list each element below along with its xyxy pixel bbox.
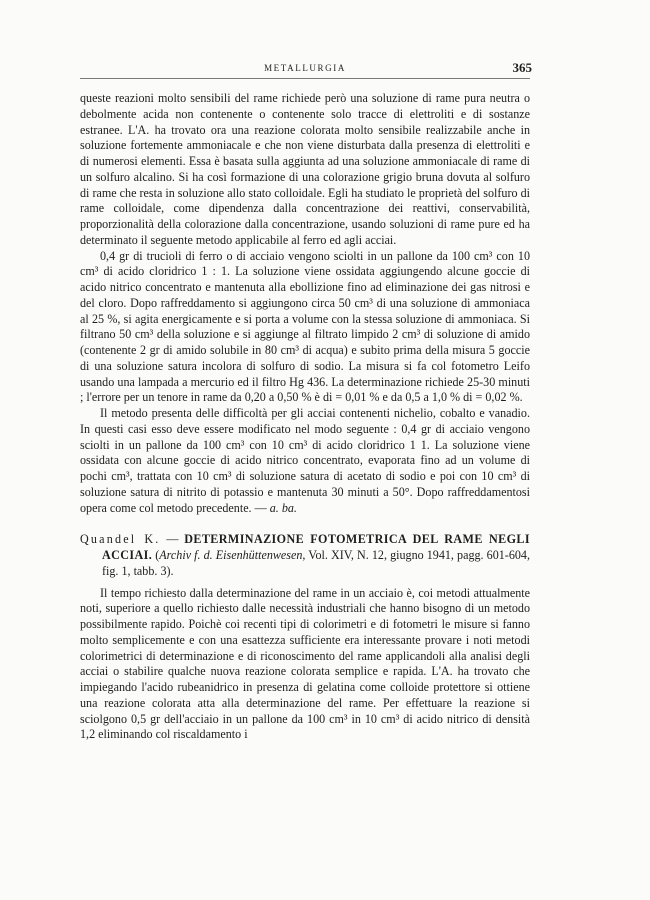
running-header xyxy=(80,60,530,76)
section-title: METALLURGIA xyxy=(264,63,346,73)
paragraph-procedure: 0,4 gr di trucioli di ferro o di acciaio vengono sciolti in un pallone da 100 cm³ con 10 cm³ di acido cloridrico 1 : 1. La soluzione viene ossidata aggiungendo alcune goccie di acido nitrico concentrato e mantenuta alla ebollizione fino ad eliminazione dei gas nitrosi e del cloro. Dopo raffreddamento si aggiungono circa 50 cm³ di una soluzione di ammoniaca al 25 %, si agita energicamente e si porta a volume con la stessa soluzione di ammoniaca. Si filtrano 50 cm³ della soluzione e si aggiunge al filtrato limpido 2 cm³ di soluzione di amido (contenente 2 gr di amido solubile in 80 cm³ di acqua) e subito prima della misura 5 goccie di una soluzione satura incolora di solfuro di sodio. La misura si fa col fotometro Leifo usando una lampada a mercurio ed il filtro Hg 436. La determinazione richiede 25-30 minuti ; l'errore per un tenore in rame da 0,20 a 0,50 % è di = 0,01 % e da 0,5 a 1,0 % di = 0,02 %. xyxy=(80,248,530,405)
reviewer-initials: a. ba. xyxy=(269,500,297,515)
citation-open: ( xyxy=(152,548,160,562)
paragraph-modification-text: Il metodo presenta delle difficoltà per gli acciai contenenti nichelio, cobalto e vanadio. In questi casi esso deve essere modificato nel modo seguente : 0,4 gr di acciaio vengono sciolti in un pallone da 100 cm³ con 10 cm³ di acido cloridrico 1 1. La soluzione viene ossidata con alcune goccie di acido nitrico concentrato, evaporata fino ad un volume di pochi cm³, trattata con 10 cm³ di soluzione satura di acetato di sodio e poi con 10 cm³ di soluzione satura di nitrito di potassio e mantenuta 30 minuti a 50°. Dopo raffreddamentosi opera come col metodo precedente. — xyxy=(80,406,530,515)
header-rule xyxy=(80,78,530,79)
document-page xyxy=(80,0,530,900)
section-gap xyxy=(80,516,530,532)
author-dash: — xyxy=(160,532,185,547)
author-name: Quandel K. xyxy=(80,532,161,547)
paragraph-abstract-body: Il tempo richiesto dalla determinazione del rame in un acciaio è, coi metodi attualmente noti, superiore a quello richiesto dalle necessità industriali che hanno bisogno di un metodo possibilmente rapido. Poichè coi recenti tipi di colorimetri e di fotometri le misure si fanno molto semplicemente e con una esattezza sufficiente era interessante provare i noti metodi colorimetrici di determinazione e di riconoscimento del rame applicandoli alla analisi degli acciai o stabilire qualche nuova reazione colorata semplice e rapida. L'A. ha trovato che impiegando l'acido rubeanidrico in presenza di gelatina come colloide protettore si ottiene una reazione colorata atta alla determinazione del rame. Per effettuare la reazione si sciolgono 0,5 gr dell'acciaio in un pallone da 100 cm³ in 10 cm³ di acido nitrico di densità 1,2 eliminando col riscaldamento i xyxy=(80,585,530,742)
article-title: DETERMINAZIONE FOTOMETRICA DEL RAME NEGLI ACCIAI. xyxy=(102,532,530,562)
journal-name: Archiv f. d. Eisenhüttenwesen xyxy=(159,548,303,562)
page-number: 365 xyxy=(512,60,532,75)
paragraph-modification xyxy=(80,406,530,516)
citation-details: , Vol. XIV, N. 12, giugno 1941, pagg. 601-604, fig. 1, tabb. 3). xyxy=(102,548,530,578)
paragraph-continuation: queste reazioni molto sensibili del rame richiede però una soluzione di rame pura neutra o debolmente acida non contenente o contenente solo tracce di elettroliti e di sostanze estranee. L'A. ha trovato ora una reazione colorata molto sensibile realizzabile anche in soluzione fortemente ammoniacale e che non viene disturbata dalla presenza di elettroliti e di numerosi elementi. Essa è basata sulla aggiunta ad una soluzione ammoniacale di rame di un solfuro alcalino. Si ha così formazione di una colorazione grigio bruna dovuta al solfuro di rame che resta in soluzione allo stato colloidale. Egli ha studiato le proprietà del solfuro di rame colloidale, come dipendenza dalla concentrazione dei reattivi, conservabilità, proporzionalità della colorazione dalla concentrazione, usando soluzioni di rame pure ed ha determinato il seguente metodo applicabile al ferro ed agli acciai. xyxy=(80,91,530,247)
body-text xyxy=(80,91,530,743)
abstract-header xyxy=(80,532,530,579)
